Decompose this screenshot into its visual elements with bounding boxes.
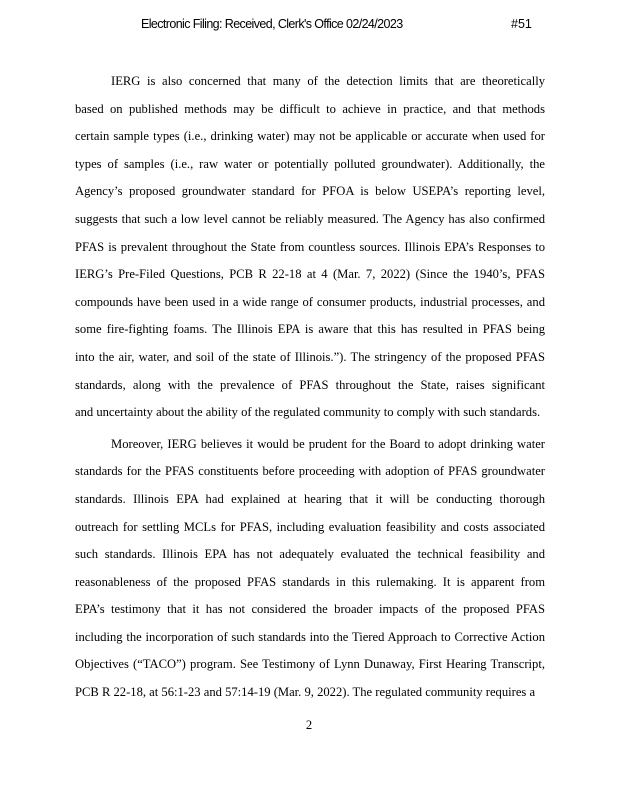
text-line: Objectives (“TACO”) program. See Testimony of Lynn Dunaway, First Hearing Transcript,	[75, 657, 545, 672]
page-number: 2	[305, 718, 313, 732]
document-body	[75, 68, 545, 707]
text-line: Agency’s proposed groundwater standard for PFOA is below USEPA’s reporting level,	[75, 184, 545, 199]
paragraph	[75, 431, 545, 707]
text-line: IERG is also concerned that many of the detection limits that are theoretically	[111, 74, 545, 88]
text-line: some fire-fighting foams. The Illinois EPA is aware that this has resulted in PFAS being	[75, 322, 545, 337]
text-line: suggests that such a low level cannot be reliably measured. The Agency has also confirmed	[75, 211, 545, 226]
text-line: standards. Illinois EPA had explained at hearing that it will be conducting thorough	[75, 491, 545, 506]
text-line: PCB R 22-18, at 56:1-23 and 57:14-19 (Mar. 9, 2022). The regulated community requires a	[75, 685, 536, 700]
text-line: standards, along with the prevalence of PFAS throughout the State, raises significant	[75, 377, 545, 392]
text-line: based on published methods may be difficult to achieve in practice, and that methods	[75, 101, 545, 116]
text-line: Moreover, IERG believes it would be prudent for the Board to adopt drinking water	[111, 436, 545, 451]
text-line: reasonableness of the proposed PFAS standards in this rulemaking. It is apparent from	[75, 574, 545, 589]
text-line: including the incorporation of such standards into the Tiered Approach to Corrective Action	[75, 629, 545, 644]
text-line: PFAS is prevalent throughout the State from countless sources. Illinois EPA’s Responses to	[75, 239, 545, 254]
document-number: #51	[511, 17, 532, 31]
text-line: standards for the PFAS constituents before proceeding with adoption of PFAS groundwater	[75, 464, 545, 479]
text-line: types of samples (i.e., raw water or potentially polluted groundwater). Additionally, the	[75, 156, 545, 171]
text-line: EPA’s testimony that it has not considered the broader impacts of the proposed PFAS	[75, 602, 545, 617]
text-line: into the air, water, and soil of the state of Illinois.”). The stringency of the proposed PFAS	[75, 349, 545, 364]
filing-stamp: Electronic Filing: Received, Clerk's Office 02/24/2023	[141, 17, 403, 31]
text-line: certain sample types (i.e., drinking water) may not be applicable or accurate when used for	[75, 129, 545, 144]
text-line: outreach for settling MCLs for PFAS, including evaluation feasibility and costs associated	[75, 519, 545, 534]
text-line: such standards. Illinois EPA has not adequately evaluated the technical feasibility and	[75, 547, 545, 562]
text-line: and uncertainty about the ability of the regulated community to comply with such standards.	[75, 405, 541, 420]
text-line: compounds have been used in a wide range of consumer products, industrial processes, and	[75, 294, 545, 309]
text-line: IERG’s Pre-Filed Questions, PCB R 22-18 at 4 (Mar. 7, 2022) (Since the 1940’s, PFAS	[75, 267, 545, 282]
paragraph	[75, 68, 545, 427]
